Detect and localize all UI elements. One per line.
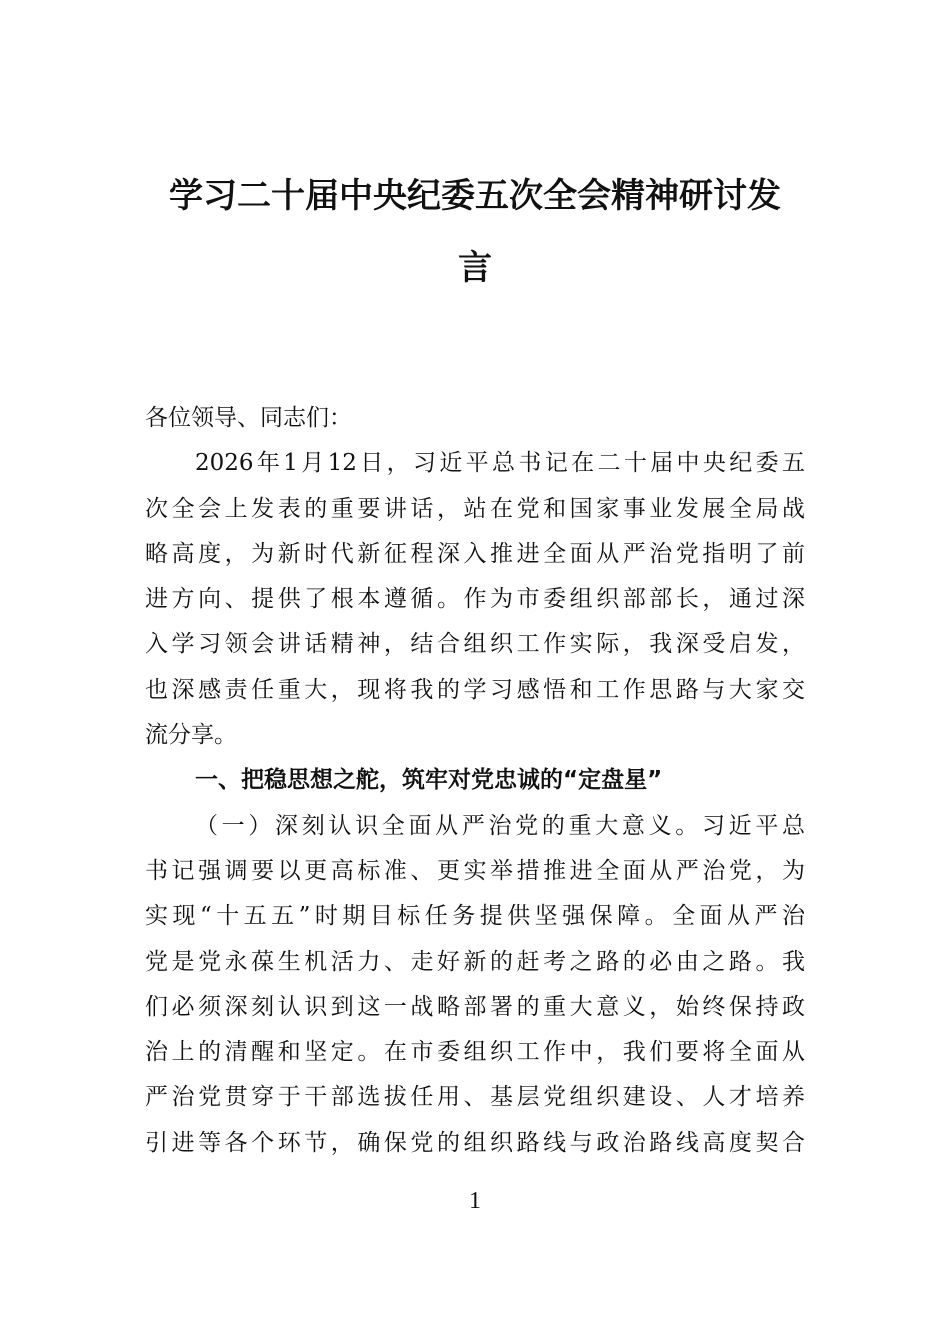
section-heading: 一、把稳思想之舵，筑牢对党忠诚的“定盘星” [195, 767, 663, 794]
paragraph-line: 进方向、提供了根本遵循。作为市委组织部部长，通过深 [145, 586, 805, 613]
paragraph-line: 党是党永葆生机活力、走好新的赶考之路的必由之路。我 [145, 948, 805, 975]
paragraph-line: 也深感责任重大，现将我的学习感悟和工作思路与大家交 [145, 676, 805, 703]
paragraph-line: 略高度，为新时代新征程深入推进全面从严治党指明了前 [145, 540, 805, 567]
document-body [145, 396, 805, 1166]
document-title-line-2: 言 [458, 248, 492, 288]
salutation: 各位领导、同志们： [145, 405, 352, 431]
paragraph-line: 入学习领会讲话精神，结合组织工作实际，我深受启发， [145, 631, 805, 658]
paragraph-line: 引进等各个环节，确保党的组织路线与政治路线高度契合 [145, 1129, 805, 1156]
paragraph-line: 严治党贯穿于干部选拔任用、基层党组织建设、人才培养 [145, 1084, 805, 1111]
document-title-line-1: 学习二十届中央纪委五次全会精神研讨发 [169, 176, 781, 216]
paragraph-line: （一）深刻认识全面从严治党的重大意义。习近平总 [195, 812, 805, 839]
paragraph-line: 治上的清醒和坚定。在市委组织工作中，我们要将全面从 [145, 1039, 805, 1066]
page-number: 1 [469, 1188, 481, 1214]
paragraph-line: 次全会上发表的重要讲话，站在党和国家事业发展全局战 [145, 495, 805, 522]
paragraph-line: 2026年1月12日，习近平总书记在二十届中央纪委五 [195, 450, 805, 477]
paragraph-line: 书记强调要以更高标准、更实举措推进全面从严治党，为 [145, 857, 805, 884]
paragraph-line: 流分享。 [145, 722, 237, 749]
paragraph-line: 实现“十五五”时期目标任务提供坚强保障。全面从严治 [145, 903, 805, 930]
paragraph-line: 们必须深刻认识到这一战略部署的重大意义，始终保持政 [145, 993, 805, 1020]
